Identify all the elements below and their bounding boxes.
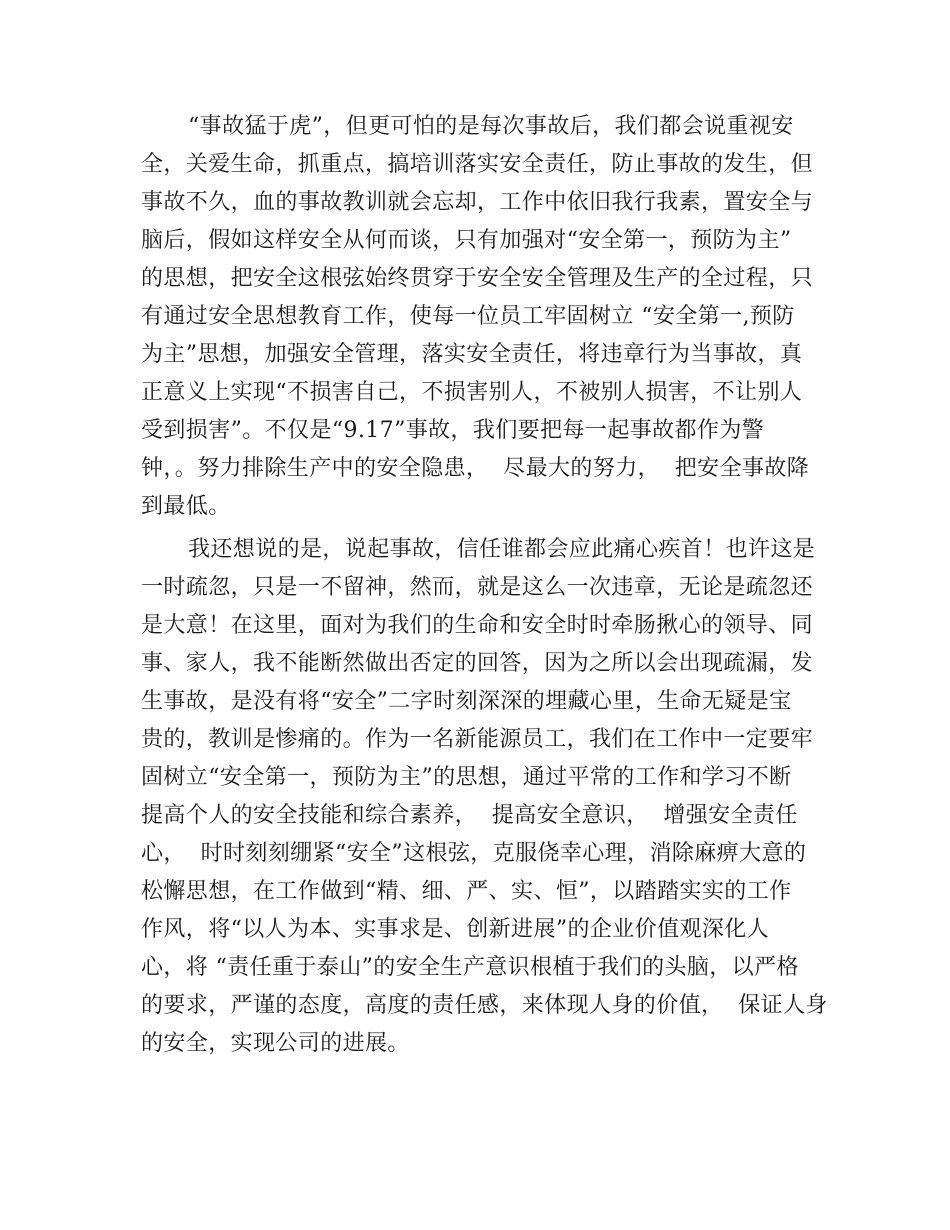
paragraph-line: 是大意！在这里，面对为我们的生命和安全时时牵肠揪心的领导、同 <box>141 613 814 638</box>
paragraph-line: 生事故，是没有将“安全”二字时刻深深的埋藏心里，生命无疑是宝 <box>141 689 792 714</box>
paragraph-line: 全，关爱生命，抓重点，搞培训落实安全责任，防止事故的发生，但 <box>141 152 814 177</box>
paragraph-line: 作风，将“以人为本、实事求是、创新进展”的企业价值观深化人 <box>141 917 770 942</box>
paragraph-line: 的安全，实现公司的进展。 <box>141 1031 410 1056</box>
paragraph-line: “事故猛于虎”，但更可怕的是每次事故后，我们都会说重视安 <box>188 114 794 139</box>
paragraph-line: 受到损害”。不仅是“9.17”事故，我们要把每一起事故都作为警 <box>141 418 765 443</box>
paragraph-line: 事、家人，我不能断然做出否定的回答，因为之所以会出现疏漏，发 <box>141 651 814 676</box>
paragraph-line: 到最低。 <box>141 494 231 519</box>
paragraph-line: 正意义上实现“不损害自己，不损害别人，不被别人损害，不让别人 <box>141 380 803 405</box>
paragraph-line: 钟，。努力排除生产中的安全隐患， 尽最大的努力， 把安全事故降 <box>141 456 810 481</box>
paragraph-line: 有通过安全思想教育工作，使每一位员工牢固树立 “安全第一,预防 <box>141 304 795 329</box>
paragraph-line: 我还想说的是，说起事故，信任谁都会应此痛心疾首！也许这是 <box>188 537 816 562</box>
paragraph-line: 提高个人的安全技能和综合素养， 提高安全意识， 增强安全责任 <box>141 803 798 828</box>
paragraph-line: 心，将 “责任重于泰山”的安全生产意识根植于我们的头脑，以严格 <box>141 955 799 980</box>
paragraph-line: 为主”思想，加强安全管理，落实安全责任，将违章行为当事故，真 <box>141 342 803 367</box>
paragraph-line: 固树立“安全第一，预防为主”的思想，通过平常的工作和学习不断 <box>141 765 792 790</box>
paragraph-line: 一时疏忽，只是一不留神，然而，就是这么一次违章，无论是疏忽还 <box>141 575 814 600</box>
paragraph-line: 脑后，假如这样安全从何而谈，只有加强对“安全第一，预防为主” <box>141 228 792 253</box>
paragraph-line: 的思想，把安全这根弦始终贯穿于安全安全管理及生产的全过程，只 <box>141 266 814 291</box>
paragraph-line: 的要求，严谨的态度，高度的责任感，来体现人身的价值， 保证人身 <box>141 993 828 1018</box>
paragraph-line: 心， 时时刻刻绷紧“安全”这根弦，克服侥幸心理，消除麻痹大意的 <box>141 841 807 866</box>
paragraph-line: 事故不久，血的事故教训就会忘却，工作中依旧我行我素，置安全与 <box>141 190 814 215</box>
paragraph-line: 贵的，教训是惨痛的。作为一名新能源员工，我们在工作中一定要牢 <box>141 727 814 752</box>
paragraph-line: 松懈思想，在工作做到“精、细、严、实、恒”，以踏踏实实的工作 <box>141 879 792 904</box>
